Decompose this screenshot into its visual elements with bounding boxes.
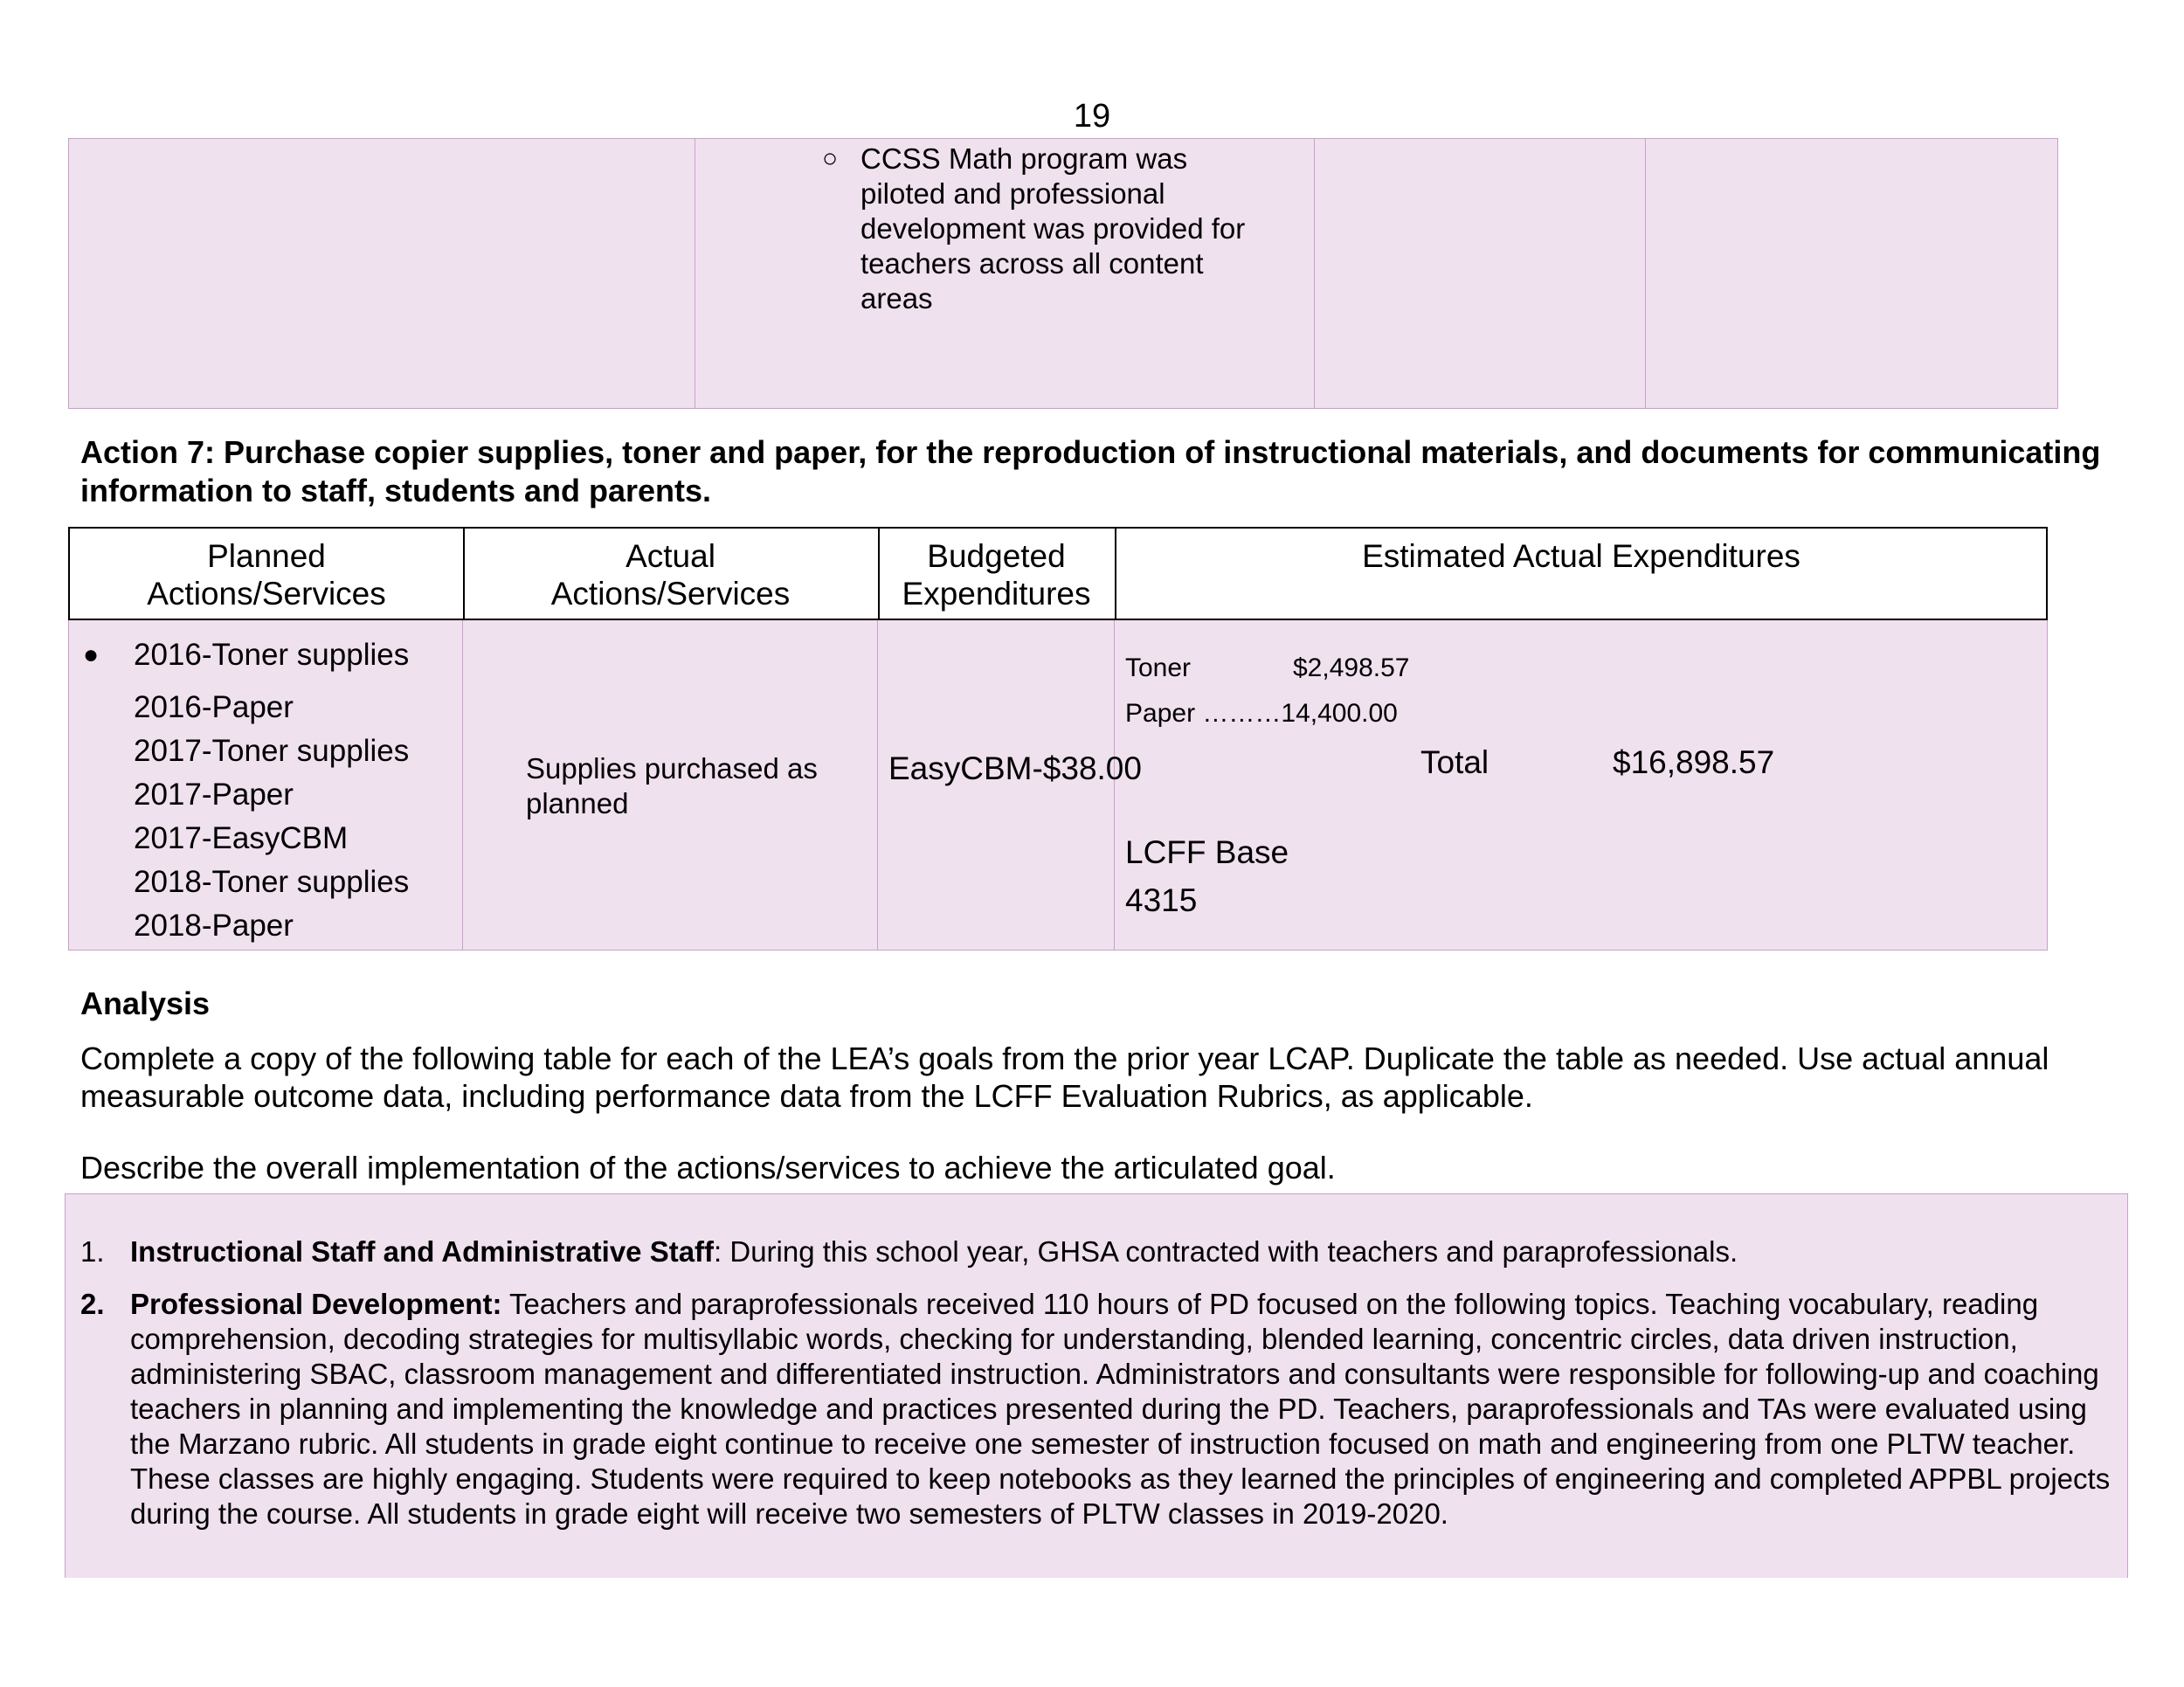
- item-number: 2.: [80, 1288, 105, 1320]
- implementation-item-1: [130, 1234, 2113, 1269]
- toner-label: Toner: [1125, 653, 1192, 682]
- planned-actions-list: [134, 638, 409, 952]
- total-amount: $16,898.57: [1613, 744, 1775, 780]
- actual-actions-text: Supplies purchased as planned: [526, 752, 818, 819]
- header-planned: Planned Actions/Services: [147, 538, 386, 612]
- implementation-prompt: Describe the overall implementation of the actions/services to achieve the articulated goal.: [80, 1150, 1336, 1186]
- ccss-bullet-item: [822, 142, 1271, 316]
- implementation-box: [65, 1193, 2128, 1578]
- header-actual: Actual Actions/Services: [550, 538, 791, 612]
- analysis-instructions: Complete a copy of the following table for each of the LEA’s goals from the prior year LCAP. Duplicate the table as needed. Use actual annual measurable outcome data, including performance data from the LCFF Evaluation Rubrics, as applicable.: [80, 1041, 2049, 1114]
- item-heading: Professional Development:: [130, 1288, 502, 1320]
- ccss-text: CCSS Math program was piloted and professional development was provided for teachers across all content areas: [860, 142, 1246, 315]
- list-item: 2016-Paper: [134, 690, 294, 724]
- circle-bullet-icon: ○: [822, 144, 839, 173]
- page-number: 19: [1073, 98, 1111, 135]
- implementation-item-2: [130, 1287, 2113, 1531]
- budgeted-expenditures-text: EasyCBM-$38.00: [888, 750, 1142, 786]
- item-heading: Instructional Staff and Administrative Staff: [130, 1235, 715, 1268]
- list-item: 2017-EasyCBM: [134, 821, 349, 855]
- item-text: : During this school year, GHSA contracted with teachers and paraprofessionals.: [714, 1235, 1738, 1268]
- item-number: 1.: [80, 1235, 105, 1268]
- header-estimated: Estimated Actual Expenditures: [1362, 538, 1800, 574]
- list-item: 2018-Toner supplies: [134, 865, 410, 899]
- total-label: Total: [1420, 744, 1489, 780]
- action-7-title: Action 7: Purchase copier supplies, toner and paper, for the reproduction of instructional materials, and documents for communicating information to staff, students and parents.: [80, 434, 2101, 508]
- analysis-heading: Analysis: [80, 985, 211, 1021]
- header-budgeted: Budgeted Expenditures: [902, 538, 1091, 612]
- list-item: 2016-Toner supplies: [134, 638, 410, 672]
- budget-code: 4315: [1125, 882, 1198, 918]
- item-text: Teachers and paraprofessionals received 110 hours of PD focused on the following topics. Teaching vocabulary, reading comprehension, decoding strategies for multisyllabic words, checking for understanding, blended learning, concentric circles, data driven instruction, administering SBAC, classroom management and differentiated instruction. Administrators and consultants were responsible for following-up and coaching teachers in planning and implementing the knowledge and practices presented during the PD. Teachers, paraprofessionals and TAs were evaluated using the Marzano rubric. All students in grade eight continue to receive one semester of instruction focused on math and engineering from one PLTW teacher. These classes are highly engaging. Students were required to keep notebooks as they learned the principles of engineering and completed APPBL projects during the course. All students in grade eight will receive two semesters of PLTW classes in 2019-2020.: [130, 1288, 2111, 1530]
- paper-line: Paper ………14,400.00: [1125, 699, 1398, 728]
- list-item: 2017-Toner supplies: [134, 734, 410, 768]
- toner-amount: $2,498.57: [1293, 653, 1410, 682]
- list-item: 2017-Paper: [134, 778, 294, 812]
- list-bullet-icon: ●: [83, 640, 100, 669]
- list-item: 2018-Paper: [134, 909, 294, 943]
- funding-source: LCFF Base: [1125, 834, 1289, 870]
- action-7-table-header: [68, 527, 2048, 620]
